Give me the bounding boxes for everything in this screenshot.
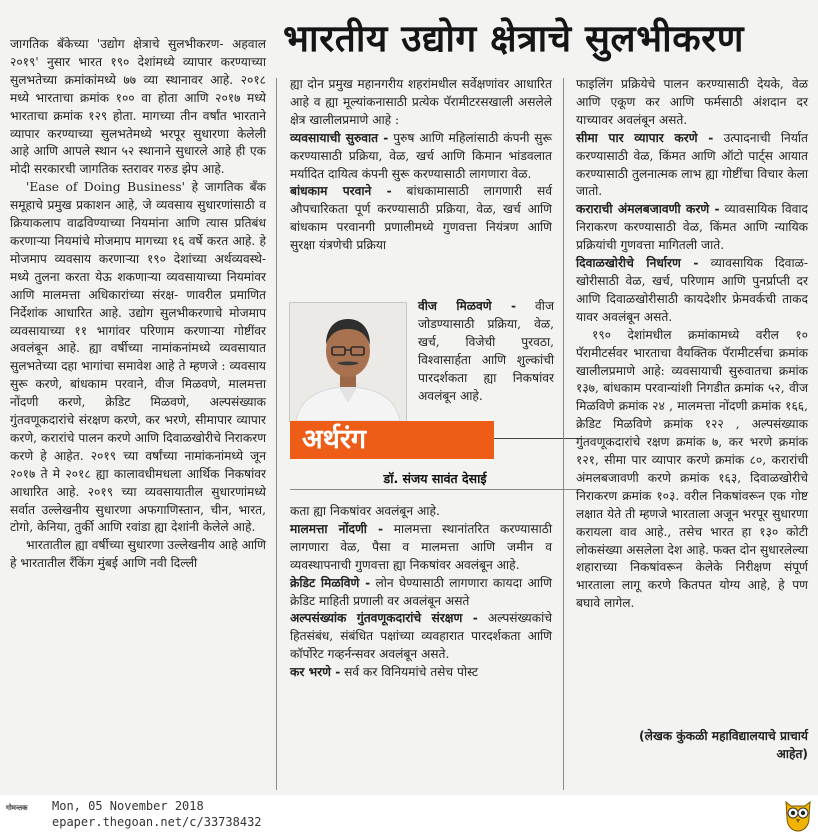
col3-subhead: दिवाळखोरीचे निर्धारण -	[576, 256, 699, 271]
col2-text: वीज जोडण्यासाठी प्रक्रिया, वेळ, खर्च, विजेची पुरवठा, विश्वासार्हता आणि शुल्कांची पारदर्शकता ह्या निकषांवर अवलंबून आहे.	[418, 299, 554, 403]
column-3	[576, 76, 808, 722]
author-credit-line: (लेखक कुंकळी महाविद्यालयाचे प्राचार्य	[639, 729, 808, 743]
col2-subhead: बांधकाम परवाने -	[290, 184, 392, 199]
author-credit-line: आहेत)	[776, 746, 808, 761]
column-divider	[276, 78, 277, 790]
col3-subhead: कराराची अंमलबजावणी करणे -	[576, 202, 720, 217]
col2-subhead: क्रेडिट मिळविणे -	[290, 575, 371, 590]
footer-logo: गोमन्तक	[6, 804, 28, 812]
col2-text: सर्व कर विनियमांचे तसेच पोस्ट	[340, 665, 478, 680]
col2-subhead: व्यवसायाची सुरुवात -	[290, 130, 389, 145]
col2-text: पुरुष आणि महिलांसाठी कंपनी सुरू करण्यासाठी प्रक्रिया, वेळ, खर्च आणि किमान भांडवलात मर्यादित दायित्व कंपनी सुरू करण्यासाठी लागणारा वेळ.	[290, 130, 553, 181]
column-divider	[563, 78, 564, 790]
col3-paragraph: फाइलिंग प्रक्रियेचे पालन करण्यासाठी देयके, वेळ आणि एकूण कर आणि फर्मसाठी अंशदान दर याच्यावर अवलंबून असते.	[576, 77, 808, 127]
byline-rule	[290, 489, 580, 490]
col1-paragraph: 'Ease of Doing Business' हे जागतिक बँक समूहाचे प्रमुख प्रकाशन आहे, जे व्यवसाय सुधारणांसाठी व क्रियाकलाप वाढविण्याच्या नियमांना आणि त्यास प्रतिबंध करणाऱ्या नियमांचे मोजमाप मागच्या १६ वर्षे करत आहे. हे मोजमाप व्यवसाय करणाऱ्या १९० देशांच्या अर्थव्यवस्थे- मध्ये तुलना करता येऊ शकणाऱ्या व्यवसायाच्या नियमांवर आणि मालमत्ता अधिकारांच्या संरक्ष- णावरील प्रमाणित निर्देशांक आधारित आहे. उद्योग सुलभीकरणाचे मोजमाप व्यवसायाच्या ११ भागांवर परिणाम करणाऱ्या गोष्टींवर अवलंबून आहे. ह्या वर्षीच्या नामांकनांमध्ये व्यवसायात सुलभतेच्या दहा भागांचा समावेश आहे ते म्हणजे : व्यवसाय सुरू करणे, बांधकाम परवाने, वीज मिळवणे, मालमत्ता नोंदणी करणे, क्रेडिट मिळवणे, अल्पसंख्याक गुंतवणूकदारांचे संरक्षण करणे, कर भरणे, सीमापार व्यापार करणे, करारांचे पालन करणे आणि दिवाळखोरीचे निराकरण करणे हे आहेत. २०१९ च्या वर्षांच्या नामांकनांमध्ये जून २०१७ ते मे २०१८ ह्या कालावधीमधला आर्थिक निकषांवर आधारित आहे. २०१९ च्या व्यवसायातील सुधारणांमध्ये सर्वात उल्लेखनीय सुधारणा अफगाणिस्तान, चीन, भारत, टोगो, केनिया, तुर्की आणि रवांडा ह्या देशांनी केलेले आहे.	[10, 180, 266, 535]
headline: भारतीय उद्योग क्षेत्राचे सुलभीकरण	[283, 17, 745, 60]
col2-subhead: अल्पसंख्यांक गुंतवणूकदारांचे संरक्षण -	[290, 611, 478, 626]
author-photo	[289, 302, 407, 422]
col2-text: मालमत्ता स्थानांतरित करण्यासाठी लागणारा वेळ, पैसा व मालमत्ता आणि जमीन व व्यवस्थापनाची गुणवत्ता ह्या निकषांवर अवलंबून आहे.	[290, 521, 553, 572]
author-credit	[576, 728, 808, 764]
col2-text: लोन घेण्यासाठी लागणारा कायदा आणि क्रेडिट माहिती प्रणाली वर अवलंबून असते	[290, 575, 552, 608]
col1-paragraph: भारतातील ह्या वर्षीच्या सुधारणा उल्लेखनीय आहे आणि हे भारतातील रँकिंग मुंबई आणि नवी दिल्ली	[10, 538, 266, 571]
column-brand-label: अर्थरंग	[290, 421, 494, 459]
owl-icon[interactable]	[783, 796, 813, 832]
column-2-bottom	[290, 503, 552, 791]
col1-paragraph: जागतिक बँकेच्या 'उद्योग क्षेत्राचे सुलभीकरण- अहवाल २०१९' नुसार भारत १९० देशांमध्ये व्यापार करण्याच्या सुलभतेच्या क्रमांकांमध्ये ७७ व्या स्थानावर आहे. २०१८ मध्ये भारताचा क्रमांक १०० वा होता आणि २०१७ मध्ये भारताचा क्रमांक १२९ होता. मागच्या तीन वर्षांत भारताने व्यापार करण्याच्या सुलभतेमध्ये भरपूर सुधारणा केलेली आहे आणि आपले स्थान ५२ स्थानाने सुधारले आहे ही एक मोदी सरकारची जागतिक स्तरावर गरुड झेप आहे.	[10, 37, 266, 177]
col2-text: अल्पसंख्यकांचे हितसंबंध, संबंधित पक्षांच्या व्यवहारात पारदर्शकता आणि कॉर्पोरेट गव्हर्नन्सवर अवलंबून असते.	[290, 611, 552, 662]
column-1	[10, 36, 266, 791]
col3-paragraph: १९० देशांमधील क्रमांकामध्ये वरील १० पॅरामीटर्सवर भारताचा वैयक्तिक पॅरामीटर्सचा क्रमांक खालीलप्रमाणे आहे: व्यवसायाची सुरुवातचा क्रमांक १३७, बांधकाम परवान्यांशी निगडीत क्रमांक ५२, वीज मिळविणे क्रमांक २४ , मालमत्ता नोंदणी क्रमांक १६६, क्रेडिट मिळविणे क्रमांक १२२ , अल्पसंख्याक गुंतवणूकदारांचे रक्षण क्रमांक ७, कर भरणे क्रमांक १२१, सीमा पार व्यापार करणे क्रमांक ८०, करारांची अंमलबजावणी करणे क्रमांक १६३, दिवाळखोरीचे निराकरण क्रमांक १०३. वरील निकषांवरून एक गोष्ट लक्षात येते ती म्हणजे भारताला अजून भरपूर सुधारणा करायला वाव आहे., तसेच भारत हा १३० कोटी लोकसंख्या असलेला देश आहे. फक्त दोन सुधारलेल्या शहाराच्या निकषांवरून केलेके निरीक्षण संपूर्ण भारताला लागू करणे कितपत योग्य आहे, हे पण बघावे लागेल.	[576, 327, 808, 611]
col2-text: बांधकामासाठी लागणारी सर्व औपचारिकता पूर्ण करण्यासाठी प्रक्रिया, वेळ, खर्च आणि बांधकाम परवानगी प्रणालीमध्ये गुणवत्ता नियंत्रण आणि सुरक्षा यंत्रणेची प्रक्रिया	[290, 184, 552, 253]
col3-text: व्यावसायिक दिवाळ- खोरीसाठी वेळ, खर्च, परिणाम आणि पुनर्प्राप्ती दर आणि दिवाळखोरीसाठी कायदेशीर फ्रेमवर्कची ताकद यावर अवलंबून असते.	[576, 256, 808, 324]
author-portrait	[290, 303, 406, 421]
col2-text-cont: कता ह्या निकषांवर अवलंबून आहे.	[290, 504, 440, 518]
col2-subhead: कर भरणे -	[290, 665, 341, 680]
footer-url[interactable]: epaper.thegoan.net/c/33738432	[52, 815, 262, 829]
column-2-wrap	[418, 298, 554, 403]
author-byline: डॉ. संजय सावंत देसाई	[383, 471, 487, 486]
col3-subhead: सीमा पार व्यापार करणे -	[576, 130, 714, 145]
column-2-top	[290, 76, 552, 298]
col3-text: उत्पादनाची निर्यात करण्यासाठी वेळ, किंमत आणि ऑटो पार्ट्स आयात करण्यासाठी तुलनात्मक लाभ ह्या गोष्टींचा विचार केला जातो.	[576, 130, 808, 199]
col3-text: व्यावसायिक विवाद निराकरण करण्यासाठी वेळ, किंमत आणि न्यायिक प्रक्रियांची गुणवत्ता मागितली जाते.	[576, 202, 808, 253]
col2-subhead: मालमत्ता नोंदणी -	[290, 521, 384, 536]
footer-date: Mon, 05 November 2018	[52, 799, 204, 813]
col2-paragraph: ह्या दोन प्रमुख महानगरीय शहरांमधील सर्वेक्षणांवर आधारित आहे व ह्या मूल्यांकनासाठी प्रत्येक पॅरामीटरसखाली असलेले क्षेत्र खालीलप्रमाणे आहे :	[290, 77, 552, 127]
col2-subhead: वीज मिळवणे -	[418, 299, 517, 313]
brand-rule	[494, 438, 582, 439]
